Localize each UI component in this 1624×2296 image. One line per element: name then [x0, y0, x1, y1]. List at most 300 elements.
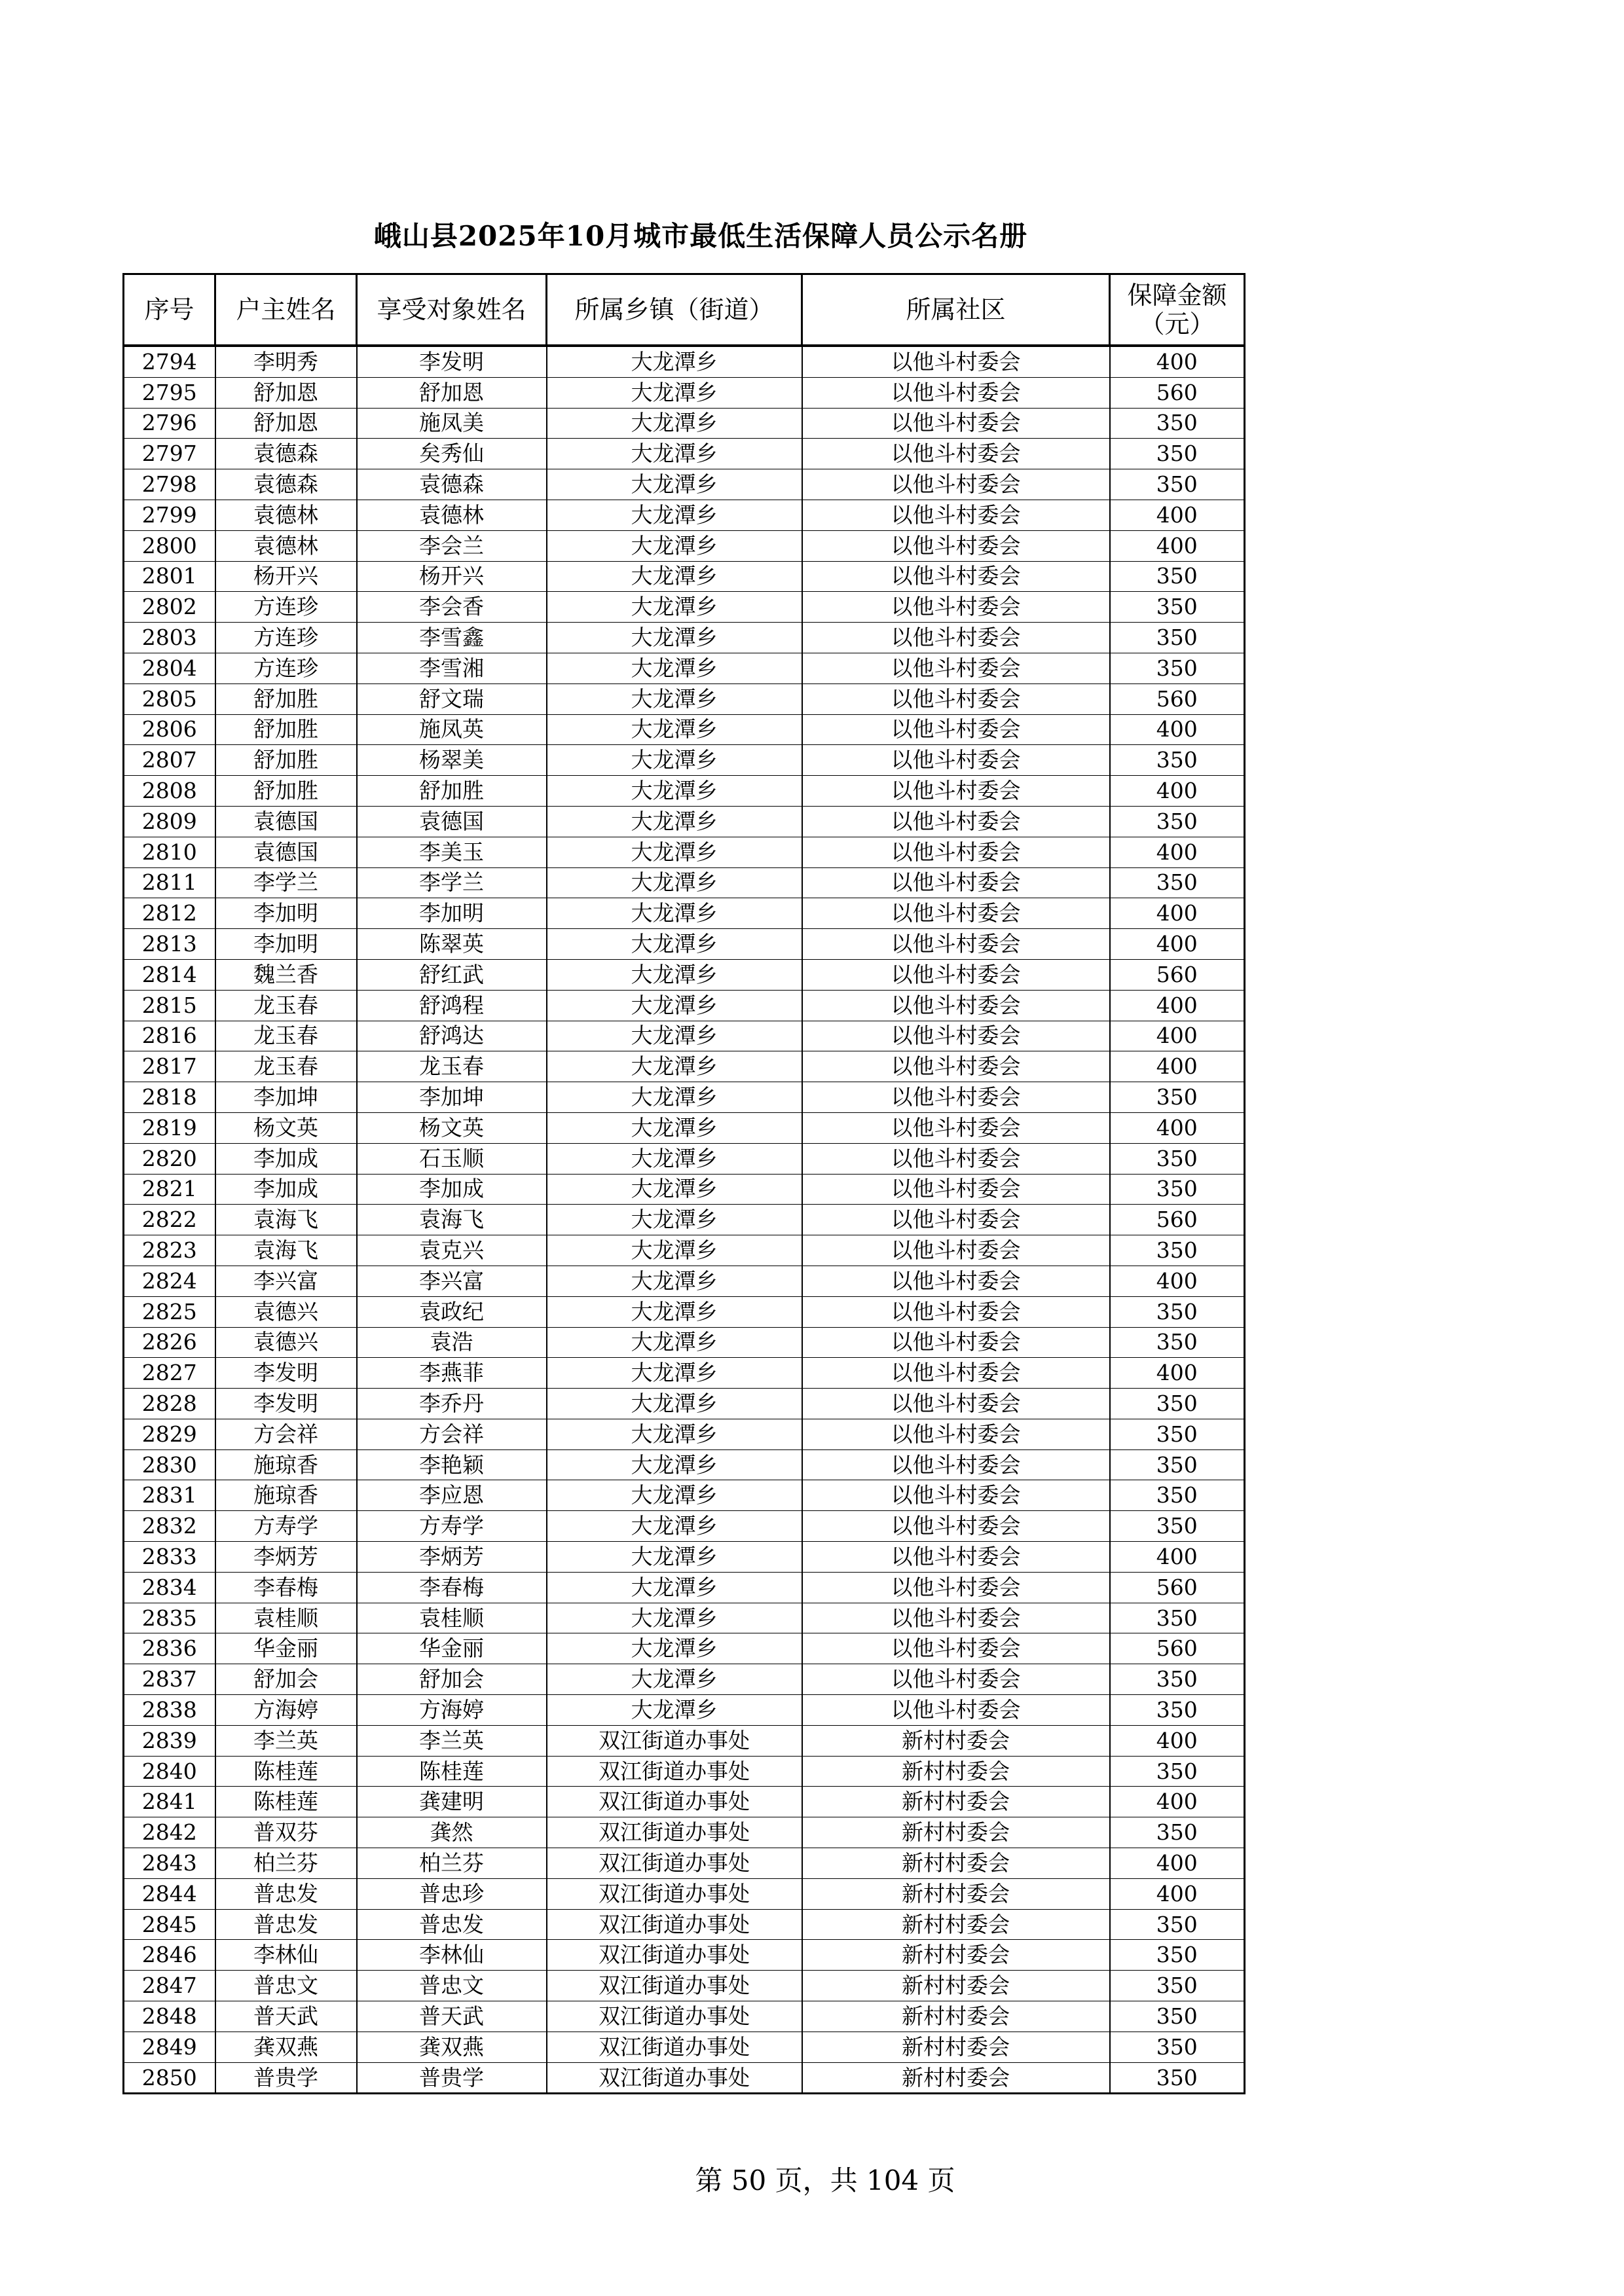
cell-no: 2815	[124, 990, 215, 1021]
cell-town: 大龙潭乡	[547, 500, 802, 530]
cell-amount: 350	[1110, 806, 1245, 837]
cell-household-head: 普天武	[215, 2001, 357, 2032]
cell-community: 以他斗村委会	[802, 959, 1110, 990]
table-row	[124, 1633, 1245, 1664]
table-row	[124, 776, 1245, 807]
cell-no: 2807	[124, 745, 215, 776]
table-row	[124, 1051, 1245, 1082]
header-household-head: 户主姓名	[215, 274, 357, 346]
cell-household-head: 方海婷	[215, 1695, 357, 1726]
cell-community: 以他斗村委会	[802, 1235, 1110, 1266]
cell-household-head: 方会祥	[215, 1419, 357, 1449]
cell-household-head: 李兰英	[215, 1725, 357, 1756]
cell-amount: 350	[1110, 1389, 1245, 1419]
cell-household-head: 龙玉春	[215, 1051, 357, 1082]
cell-no: 2812	[124, 898, 215, 929]
cell-community: 以他斗村委会	[802, 1664, 1110, 1695]
cell-beneficiary: 普天武	[357, 2001, 547, 2032]
cell-no: 2835	[124, 1603, 215, 1633]
cell-community: 以他斗村委会	[802, 776, 1110, 807]
cell-household-head: 普忠发	[215, 1878, 357, 1909]
cell-town: 大龙潭乡	[547, 959, 802, 990]
table-row	[124, 1296, 1245, 1327]
cell-beneficiary: 李兰英	[357, 1725, 547, 1756]
cell-town: 大龙潭乡	[547, 561, 802, 592]
cell-amount: 350	[1110, 1971, 1245, 2001]
cell-no: 2818	[124, 1082, 215, 1113]
cell-household-head: 方连珍	[215, 592, 357, 623]
cell-beneficiary: 李春梅	[357, 1572, 547, 1603]
cell-household-head: 袁德兴	[215, 1327, 357, 1358]
cell-amount: 350	[1110, 408, 1245, 439]
cell-community: 新村村委会	[802, 1909, 1110, 1940]
cell-no: 2821	[124, 1174, 215, 1205]
cell-no: 2846	[124, 1940, 215, 1971]
cell-beneficiary: 袁桂顺	[357, 1603, 547, 1633]
cell-household-head: 龚双燕	[215, 2032, 357, 2062]
cell-amount: 350	[1110, 745, 1245, 776]
cell-household-head: 柏兰芬	[215, 1848, 357, 1879]
table-row	[124, 1419, 1245, 1449]
cell-beneficiary: 舒加胜	[357, 776, 547, 807]
cell-amount: 350	[1110, 653, 1245, 683]
cell-beneficiary: 李兴富	[357, 1266, 547, 1296]
cell-town: 大龙潭乡	[547, 1419, 802, 1449]
cell-no: 2805	[124, 683, 215, 714]
cell-town: 大龙潭乡	[547, 1695, 802, 1726]
cell-beneficiary: 袁德国	[357, 806, 547, 837]
cell-community: 以他斗村委会	[802, 1603, 1110, 1633]
cell-beneficiary: 袁德森	[357, 469, 547, 500]
cell-amount: 400	[1110, 500, 1245, 530]
table-row	[124, 1021, 1245, 1051]
cell-amount: 400	[1110, 1358, 1245, 1389]
cell-community: 以他斗村委会	[802, 377, 1110, 408]
cell-household-head: 袁德森	[215, 439, 357, 469]
cell-town: 双江街道办事处	[547, 1848, 802, 1879]
cell-no: 2806	[124, 714, 215, 745]
cell-community: 新村村委会	[802, 2001, 1110, 2032]
cell-amount: 560	[1110, 377, 1245, 408]
table-row	[124, 1235, 1245, 1266]
cell-amount: 560	[1110, 1572, 1245, 1603]
cell-town: 大龙潭乡	[547, 745, 802, 776]
cell-beneficiary: 石玉顺	[357, 1143, 547, 1174]
cell-beneficiary: 袁海飞	[357, 1205, 547, 1235]
cell-no: 2834	[124, 1572, 215, 1603]
cell-amount: 350	[1110, 623, 1245, 653]
cell-community: 以他斗村委会	[802, 1112, 1110, 1143]
table-row	[124, 1143, 1245, 1174]
cell-community: 以他斗村委会	[802, 1205, 1110, 1235]
table-row	[124, 1327, 1245, 1358]
cell-household-head: 袁德林	[215, 530, 357, 561]
cell-community: 新村村委会	[802, 1971, 1110, 2001]
cell-community: 以他斗村委会	[802, 683, 1110, 714]
cell-beneficiary: 舒鸿程	[357, 990, 547, 1021]
cell-no: 2841	[124, 1787, 215, 1817]
cell-community: 新村村委会	[802, 2062, 1110, 2094]
table-header	[124, 274, 1245, 346]
cell-no: 2836	[124, 1633, 215, 1664]
cell-no: 2840	[124, 1756, 215, 1787]
cell-community: 以他斗村委会	[802, 1542, 1110, 1573]
cell-amount: 350	[1110, 1511, 1245, 1542]
cell-no: 2828	[124, 1389, 215, 1419]
cell-town: 双江街道办事处	[547, 2001, 802, 2032]
cell-household-head: 袁德林	[215, 500, 357, 530]
cell-town: 双江街道办事处	[547, 1817, 802, 1848]
cell-community: 以他斗村委会	[802, 1296, 1110, 1327]
cell-amount: 560	[1110, 683, 1245, 714]
table-row	[124, 1603, 1245, 1633]
cell-no: 2838	[124, 1695, 215, 1726]
cell-town: 大龙潭乡	[547, 1082, 802, 1113]
cell-beneficiary: 李加成	[357, 1174, 547, 1205]
cell-household-head: 舒加恩	[215, 408, 357, 439]
page-footer	[0, 2159, 1624, 2198]
cell-beneficiary: 杨开兴	[357, 561, 547, 592]
cell-town: 大龙潭乡	[547, 929, 802, 960]
cell-amount: 400	[1110, 990, 1245, 1021]
cell-town: 大龙潭乡	[547, 592, 802, 623]
cell-no: 2794	[124, 346, 215, 377]
cell-amount: 400	[1110, 929, 1245, 960]
table-row	[124, 1572, 1245, 1603]
cell-community: 以他斗村委会	[802, 867, 1110, 898]
cell-community: 以他斗村委会	[802, 1419, 1110, 1449]
cell-community: 以他斗村委会	[802, 990, 1110, 1021]
page-title	[0, 215, 1624, 254]
cell-town: 大龙潭乡	[547, 1296, 802, 1327]
cell-household-head: 李加明	[215, 898, 357, 929]
cell-amount: 350	[1110, 2001, 1245, 2032]
cell-beneficiary: 龚双燕	[357, 2032, 547, 2062]
cell-beneficiary: 方海婷	[357, 1695, 547, 1726]
table-row	[124, 1695, 1245, 1726]
cell-town: 大龙潭乡	[547, 1603, 802, 1633]
cell-beneficiary: 舒鸿达	[357, 1021, 547, 1051]
cell-beneficiary: 陈桂莲	[357, 1756, 547, 1787]
cell-amount: 350	[1110, 1296, 1245, 1327]
cell-community: 以他斗村委会	[802, 1174, 1110, 1205]
cell-amount: 400	[1110, 1787, 1245, 1817]
cell-beneficiary: 李美玉	[357, 837, 547, 867]
cell-household-head: 普忠文	[215, 1971, 357, 2001]
cell-beneficiary: 李会兰	[357, 530, 547, 561]
cell-household-head: 普贵学	[215, 2062, 357, 2094]
table-row	[124, 408, 1245, 439]
page-number: 第 50 页，共 104 页	[695, 2164, 955, 2196]
cell-town: 大龙潭乡	[547, 1327, 802, 1358]
cell-household-head: 李加明	[215, 929, 357, 960]
table-row	[124, 1909, 1245, 1940]
cell-amount: 400	[1110, 1266, 1245, 1296]
cell-no: 2849	[124, 2032, 215, 2062]
cell-beneficiary: 普忠发	[357, 1909, 547, 1940]
header-no: 序号	[124, 274, 215, 346]
cell-town: 大龙潭乡	[547, 530, 802, 561]
cell-household-head: 方连珍	[215, 623, 357, 653]
cell-amount: 350	[1110, 469, 1245, 500]
cell-no: 2831	[124, 1480, 215, 1511]
cell-beneficiary: 李乔丹	[357, 1389, 547, 1419]
cell-amount: 560	[1110, 1205, 1245, 1235]
cell-community: 新村村委会	[802, 1940, 1110, 1971]
cell-no: 2813	[124, 929, 215, 960]
cell-amount: 400	[1110, 1021, 1245, 1051]
cell-town: 大龙潭乡	[547, 1143, 802, 1174]
cell-town: 大龙潭乡	[547, 1449, 802, 1480]
cell-community: 以他斗村委会	[802, 1695, 1110, 1726]
cell-town: 大龙潭乡	[547, 1480, 802, 1511]
cell-amount: 350	[1110, 867, 1245, 898]
cell-beneficiary: 杨翠美	[357, 745, 547, 776]
cell-amount: 350	[1110, 1235, 1245, 1266]
cell-household-head: 李炳芳	[215, 1542, 357, 1573]
cell-household-head: 袁德森	[215, 469, 357, 500]
cell-town: 大龙潭乡	[547, 1542, 802, 1573]
cell-no: 2816	[124, 1021, 215, 1051]
cell-town: 大龙潭乡	[547, 439, 802, 469]
table-row	[124, 1174, 1245, 1205]
cell-household-head: 方连珍	[215, 653, 357, 683]
cell-household-head: 袁德国	[215, 837, 357, 867]
cell-amount: 350	[1110, 1940, 1245, 1971]
cell-no: 2796	[124, 408, 215, 439]
cell-no: 2817	[124, 1051, 215, 1082]
table-row	[124, 1756, 1245, 1787]
cell-no: 2823	[124, 1235, 215, 1266]
cell-amount: 400	[1110, 1051, 1245, 1082]
cell-amount: 400	[1110, 1878, 1245, 1909]
cell-community: 以他斗村委会	[802, 1021, 1110, 1051]
cell-beneficiary: 李学兰	[357, 867, 547, 898]
cell-household-head: 袁桂顺	[215, 1603, 357, 1633]
table-row	[124, 1542, 1245, 1573]
cell-household-head: 李学兰	[215, 867, 357, 898]
cell-town: 大龙潭乡	[547, 377, 802, 408]
table-row	[124, 1389, 1245, 1419]
cell-household-head: 魏兰香	[215, 959, 357, 990]
cell-no: 2799	[124, 500, 215, 530]
table-row	[124, 898, 1245, 929]
cell-beneficiary: 龚然	[357, 1817, 547, 1848]
cell-household-head: 李加坤	[215, 1082, 357, 1113]
cell-amount: 350	[1110, 1419, 1245, 1449]
cell-community: 以他斗村委会	[802, 408, 1110, 439]
cell-community: 以他斗村委会	[802, 469, 1110, 500]
cell-beneficiary: 舒文瑞	[357, 683, 547, 714]
cell-amount: 400	[1110, 1542, 1245, 1573]
table-row	[124, 1787, 1245, 1817]
cell-community: 新村村委会	[802, 1787, 1110, 1817]
cell-beneficiary: 矣秀仙	[357, 439, 547, 469]
cell-household-head: 李发明	[215, 1389, 357, 1419]
cell-town: 大龙潭乡	[547, 1174, 802, 1205]
cell-no: 2814	[124, 959, 215, 990]
cell-amount: 400	[1110, 1725, 1245, 1756]
cell-beneficiary: 普忠珍	[357, 1878, 547, 1909]
table-row	[124, 377, 1245, 408]
cell-amount: 350	[1110, 1174, 1245, 1205]
cell-no: 2826	[124, 1327, 215, 1358]
header-town: 所属乡镇（街道）	[547, 274, 802, 346]
cell-no: 2795	[124, 377, 215, 408]
cell-household-head: 袁德兴	[215, 1296, 357, 1327]
table-row	[124, 959, 1245, 990]
cell-beneficiary: 李会香	[357, 592, 547, 623]
table-row	[124, 592, 1245, 623]
table-row	[124, 837, 1245, 867]
table-row	[124, 1725, 1245, 1756]
cell-beneficiary: 舒红武	[357, 959, 547, 990]
cell-town: 双江街道办事处	[547, 1878, 802, 1909]
cell-beneficiary: 陈翠英	[357, 929, 547, 960]
cell-beneficiary: 李林仙	[357, 1940, 547, 1971]
table-row	[124, 1205, 1245, 1235]
cell-beneficiary: 施凤英	[357, 714, 547, 745]
cell-household-head: 袁海飞	[215, 1235, 357, 1266]
cell-no: 2837	[124, 1664, 215, 1695]
cell-no: 2804	[124, 653, 215, 683]
header-amount-line2: （元）	[1139, 310, 1215, 338]
table-row	[124, 653, 1245, 683]
cell-amount: 560	[1110, 959, 1245, 990]
cell-no: 2801	[124, 561, 215, 592]
cell-community: 以他斗村委会	[802, 1633, 1110, 1664]
cell-household-head: 杨文英	[215, 1112, 357, 1143]
cell-beneficiary: 李加明	[357, 898, 547, 929]
cell-community: 以他斗村委会	[802, 898, 1110, 929]
cell-no: 2844	[124, 1878, 215, 1909]
cell-no: 2848	[124, 2001, 215, 2032]
table-row	[124, 530, 1245, 561]
cell-town: 双江街道办事处	[547, 1909, 802, 1940]
cell-town: 大龙潭乡	[547, 408, 802, 439]
cell-community: 以他斗村委会	[802, 623, 1110, 653]
cell-household-head: 李林仙	[215, 1940, 357, 1971]
cell-amount: 350	[1110, 1603, 1245, 1633]
header-community: 所属社区	[802, 274, 1110, 346]
cell-household-head: 普忠发	[215, 1909, 357, 1940]
header-beneficiary: 享受对象姓名	[357, 274, 547, 346]
cell-household-head: 舒加胜	[215, 714, 357, 745]
table-row	[124, 1940, 1245, 1971]
cell-community: 以他斗村委会	[802, 1358, 1110, 1389]
cell-amount: 350	[1110, 2062, 1245, 2094]
cell-community: 以他斗村委会	[802, 745, 1110, 776]
table-row	[124, 439, 1245, 469]
cell-household-head: 李发明	[215, 1358, 357, 1389]
cell-amount: 350	[1110, 2032, 1245, 2062]
table-row	[124, 745, 1245, 776]
cell-household-head: 舒加会	[215, 1664, 357, 1695]
cell-beneficiary: 李发明	[357, 346, 547, 377]
cell-town: 大龙潭乡	[547, 837, 802, 867]
cell-town: 大龙潭乡	[547, 1021, 802, 1051]
cell-community: 以他斗村委会	[802, 714, 1110, 745]
cell-community: 以他斗村委会	[802, 806, 1110, 837]
page-title-text: 峨山县2025年10月城市最低生活保障人员公示名册	[373, 220, 1028, 252]
cell-town: 大龙潭乡	[547, 1205, 802, 1235]
cell-no: 2827	[124, 1358, 215, 1389]
cell-community: 以他斗村委会	[802, 1143, 1110, 1174]
cell-community: 以他斗村委会	[802, 530, 1110, 561]
cell-community: 以他斗村委会	[802, 929, 1110, 960]
cell-town: 大龙潭乡	[547, 1572, 802, 1603]
cell-no: 2810	[124, 837, 215, 867]
header-amount	[1110, 274, 1245, 346]
cell-amount: 400	[1110, 898, 1245, 929]
cell-no: 2843	[124, 1848, 215, 1879]
cell-no: 2824	[124, 1266, 215, 1296]
cell-amount: 400	[1110, 1112, 1245, 1143]
cell-community: 以他斗村委会	[802, 1480, 1110, 1511]
cell-town: 大龙潭乡	[547, 776, 802, 807]
cell-beneficiary: 李加坤	[357, 1082, 547, 1113]
cell-no: 2832	[124, 1511, 215, 1542]
table-row	[124, 1878, 1245, 1909]
cell-amount: 350	[1110, 1327, 1245, 1358]
cell-town: 大龙潭乡	[547, 683, 802, 714]
cell-town: 大龙潭乡	[547, 1358, 802, 1389]
cell-town: 双江街道办事处	[547, 1971, 802, 2001]
cell-town: 大龙潭乡	[547, 1633, 802, 1664]
cell-amount: 400	[1110, 837, 1245, 867]
cell-no: 2808	[124, 776, 215, 807]
table-row	[124, 1480, 1245, 1511]
cell-no: 2802	[124, 592, 215, 623]
cell-beneficiary: 袁浩	[357, 1327, 547, 1358]
cell-community: 以他斗村委会	[802, 561, 1110, 592]
cell-beneficiary: 普忠文	[357, 1971, 547, 2001]
cell-town: 大龙潭乡	[547, 346, 802, 377]
cell-beneficiary: 袁克兴	[357, 1235, 547, 1266]
cell-community: 以他斗村委会	[802, 346, 1110, 377]
cell-household-head: 李加成	[215, 1143, 357, 1174]
cell-no: 2811	[124, 867, 215, 898]
table-row	[124, 1358, 1245, 1389]
cell-amount: 350	[1110, 561, 1245, 592]
cell-beneficiary: 李雪湘	[357, 653, 547, 683]
cell-town: 双江街道办事处	[547, 2032, 802, 2062]
cell-no: 2800	[124, 530, 215, 561]
table-row	[124, 714, 1245, 745]
cell-town: 大龙潭乡	[547, 867, 802, 898]
cell-community: 以他斗村委会	[802, 653, 1110, 683]
cell-beneficiary: 袁政纪	[357, 1296, 547, 1327]
cell-no: 2798	[124, 469, 215, 500]
cell-household-head: 舒加胜	[215, 745, 357, 776]
cell-community: 以他斗村委会	[802, 1082, 1110, 1113]
cell-household-head: 施琼香	[215, 1449, 357, 1480]
cell-town: 大龙潭乡	[547, 469, 802, 500]
cell-no: 2830	[124, 1449, 215, 1480]
table-row	[124, 1817, 1245, 1848]
cell-no: 2820	[124, 1143, 215, 1174]
cell-community: 以他斗村委会	[802, 1327, 1110, 1358]
cell-household-head: 陈桂莲	[215, 1756, 357, 1787]
cell-community: 新村村委会	[802, 1756, 1110, 1787]
cell-amount: 350	[1110, 592, 1245, 623]
cell-community: 新村村委会	[802, 1848, 1110, 1879]
cell-amount: 350	[1110, 439, 1245, 469]
cell-amount: 560	[1110, 1633, 1245, 1664]
cell-community: 以他斗村委会	[802, 1449, 1110, 1480]
cell-household-head: 李春梅	[215, 1572, 357, 1603]
cell-household-head: 李加成	[215, 1174, 357, 1205]
